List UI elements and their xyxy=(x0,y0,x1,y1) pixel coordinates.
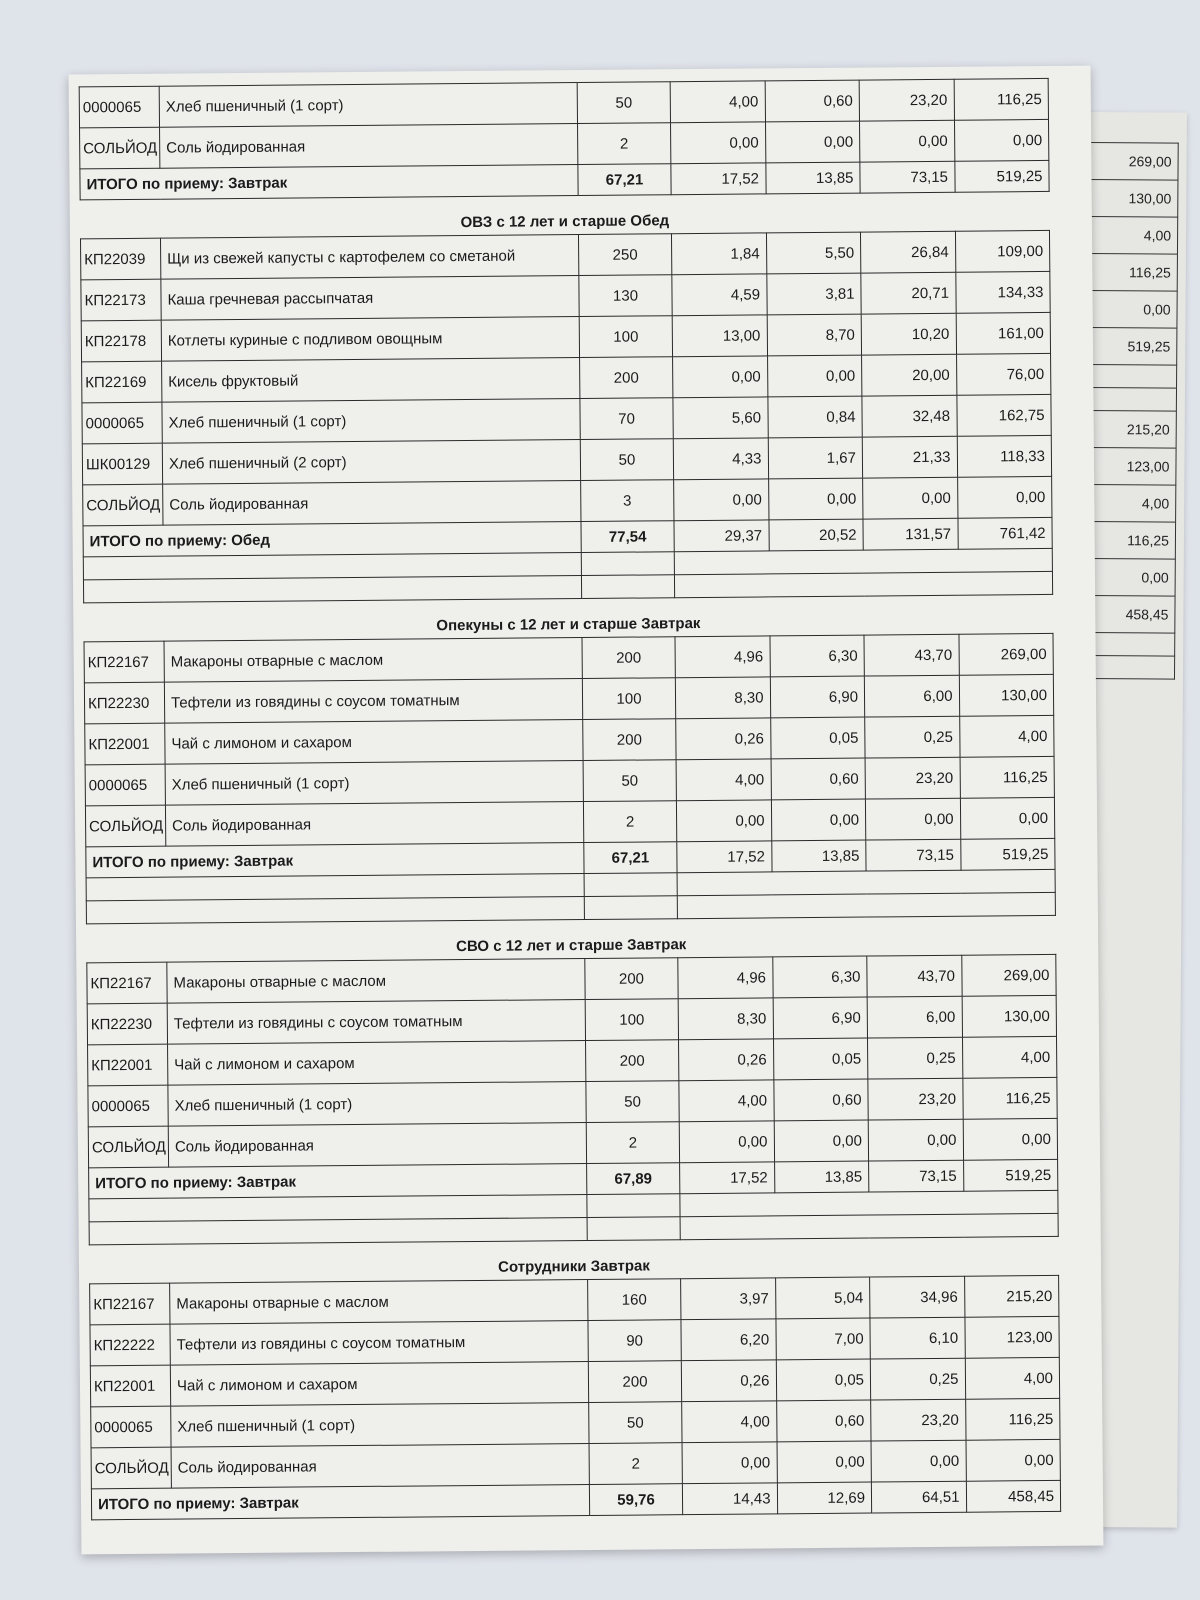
total-energy: 458,45 xyxy=(966,1480,1061,1512)
blank-cell xyxy=(680,1190,1058,1216)
dish-yield: 250 xyxy=(578,234,671,276)
dish-code: КП22173 xyxy=(81,279,161,321)
fat-value: 6,30 xyxy=(769,635,864,677)
total-label: ИТОГО по приему: Обед xyxy=(83,522,581,557)
dish-name: Хлеб пшеничный (2 сорт) xyxy=(162,440,580,485)
menu-paper-sheet xyxy=(69,66,1104,1555)
fat-value: 0,00 xyxy=(771,799,866,841)
back-sheet-cell xyxy=(1084,632,1175,656)
fat-value: 8,70 xyxy=(767,314,862,356)
protein-value: 3,97 xyxy=(681,1278,776,1320)
back-sheet-cell: 116,25 xyxy=(1086,253,1177,291)
protein-value: 6,20 xyxy=(681,1319,776,1361)
energy-value: 269,00 xyxy=(961,954,1056,996)
dish-yield: 200 xyxy=(586,1040,679,1082)
dish-code: 0000065 xyxy=(79,86,159,128)
total-protein: 17,52 xyxy=(671,163,766,195)
fat-value: 5,50 xyxy=(766,232,861,274)
total-label: ИТОГО по приему: Завтрак xyxy=(80,165,578,200)
total-carbs: 73,15 xyxy=(860,161,955,193)
fat-value: 5,04 xyxy=(775,1277,870,1319)
energy-value: 162,75 xyxy=(956,394,1051,436)
back-sheet-cell: 269,00 xyxy=(1087,142,1178,180)
dish-yield: 200 xyxy=(583,719,676,761)
carbs-value: 23,20 xyxy=(868,1078,963,1120)
carbs-value: 0,25 xyxy=(868,1037,963,1079)
dish-code: КП22167 xyxy=(84,641,164,683)
protein-value: 0,00 xyxy=(674,479,769,521)
energy-value: 134,33 xyxy=(955,271,1050,313)
fat-value: 0,05 xyxy=(770,717,865,759)
dish-code: КП22001 xyxy=(85,723,165,765)
energy-value: 215,20 xyxy=(964,1275,1059,1317)
carbs-value: 6,10 xyxy=(870,1317,965,1359)
fat-value: 0,60 xyxy=(771,758,866,800)
carbs-value: 43,70 xyxy=(864,634,959,676)
energy-value: 161,00 xyxy=(956,312,1051,354)
dish-code: СОЛЬЙОД xyxy=(85,805,165,847)
back-sheet-cell: 116,25 xyxy=(1084,521,1175,559)
protein-value: 4,00 xyxy=(670,81,765,123)
carbs-value: 0,25 xyxy=(865,716,960,758)
fat-value: 0,60 xyxy=(765,80,860,122)
energy-value: 118,33 xyxy=(957,435,1052,477)
fat-value: 3,81 xyxy=(766,273,861,315)
blank-cell xyxy=(674,548,1052,574)
carbs-value: 23,20 xyxy=(859,79,954,121)
dish-code: СОЛЬЙОД xyxy=(80,127,160,169)
dish-yield: 50 xyxy=(577,82,670,124)
fat-value: 7,00 xyxy=(775,1318,870,1360)
dish-name: Хлеб пшеничный (1 сорт) xyxy=(162,399,580,444)
dish-yield: 200 xyxy=(585,958,678,1000)
dish-yield: 50 xyxy=(583,760,676,802)
fat-value: 6,90 xyxy=(773,997,868,1039)
energy-value: 0,00 xyxy=(963,1118,1058,1160)
fat-value: 0,60 xyxy=(776,1400,871,1442)
protein-value: 4,00 xyxy=(676,759,771,801)
protein-value: 4,00 xyxy=(679,1080,774,1122)
protein-value: 4,96 xyxy=(678,957,773,999)
menu-table xyxy=(89,1275,1061,1520)
carbs-value: 20,00 xyxy=(862,354,957,396)
dish-name: Кисель фруктовый xyxy=(162,358,580,403)
dish-code: СОЛЬЙОД xyxy=(88,1126,168,1168)
back-sheet-cell xyxy=(1083,655,1174,679)
dish-yield: 2 xyxy=(586,1122,679,1164)
protein-value: 8,30 xyxy=(678,998,773,1040)
total-price: 67,21 xyxy=(584,842,677,874)
fat-value: 1,67 xyxy=(768,437,863,479)
back-sheet-cell: 0,00 xyxy=(1084,558,1175,596)
total-fat: 20,52 xyxy=(768,519,863,551)
fat-value: 0,00 xyxy=(768,478,863,520)
total-fat: 13,85 xyxy=(774,1161,869,1193)
menu-table xyxy=(84,633,1056,924)
menu-table xyxy=(79,78,1050,200)
carbs-value: 43,70 xyxy=(867,955,962,997)
carbs-value: 23,20 xyxy=(871,1399,966,1441)
back-sheet-cell: 458,45 xyxy=(1084,595,1175,633)
total-protein: 14,43 xyxy=(682,1483,777,1515)
dish-code: 0000065 xyxy=(85,764,165,806)
energy-value: 269,00 xyxy=(958,633,1053,675)
carbs-value: 21,33 xyxy=(862,436,957,478)
protein-value: 0,00 xyxy=(682,1442,777,1484)
dish-code: КП22039 xyxy=(80,238,160,280)
fat-value: 0,60 xyxy=(773,1079,868,1121)
dish-name: Хлеб пшеничный (1 сорт) xyxy=(165,761,583,806)
dish-yield: 200 xyxy=(580,357,673,399)
protein-value: 0,00 xyxy=(671,122,766,164)
blank-cell xyxy=(581,552,674,576)
dish-code: 0000065 xyxy=(82,402,162,444)
total-fat: 12,69 xyxy=(777,1482,872,1514)
dish-name: Чай с лимоном и сахаром xyxy=(165,720,583,765)
protein-value: 0,26 xyxy=(676,718,771,760)
dish-name: Соль йодированная xyxy=(165,802,583,847)
protein-value: 13,00 xyxy=(672,315,767,357)
blank-cell xyxy=(584,873,677,897)
menu-table xyxy=(80,230,1053,603)
fat-value: 0,05 xyxy=(773,1038,868,1080)
energy-value: 116,25 xyxy=(960,756,1055,798)
protein-value: 4,96 xyxy=(675,636,770,678)
total-carbs: 73,15 xyxy=(869,1160,964,1192)
energy-value: 123,00 xyxy=(964,1316,1059,1358)
dish-name: Тефтели из говядины с соусом томатным xyxy=(167,1000,585,1045)
total-energy: 761,42 xyxy=(957,517,1052,549)
protein-value: 0,00 xyxy=(673,356,768,398)
dish-name: Чай с лимоном и сахаром xyxy=(168,1041,586,1086)
fat-value: 6,90 xyxy=(770,676,865,718)
energy-value: 76,00 xyxy=(956,353,1051,395)
dish-yield: 90 xyxy=(588,1320,681,1362)
energy-value: 130,00 xyxy=(959,674,1054,716)
total-fat: 13,85 xyxy=(771,840,866,872)
protein-value: 0,26 xyxy=(681,1360,776,1402)
protein-value: 5,60 xyxy=(673,397,768,439)
carbs-value: 0,25 xyxy=(870,1358,965,1400)
dish-code: КП22169 xyxy=(82,361,162,403)
total-fat: 13,85 xyxy=(765,162,860,194)
fat-value: 0,84 xyxy=(767,396,862,438)
energy-value: 0,00 xyxy=(966,1439,1061,1481)
menu-section xyxy=(79,78,1050,200)
menu-document xyxy=(79,78,1062,1532)
menu-section xyxy=(89,1249,1061,1520)
protein-value: 8,30 xyxy=(675,677,770,719)
dish-name: Тефтели из говядины с соусом томатным xyxy=(164,679,582,724)
carbs-value: 26,84 xyxy=(860,231,955,273)
energy-value: 116,25 xyxy=(965,1398,1060,1440)
dish-yield: 70 xyxy=(580,398,673,440)
fat-value: 0,00 xyxy=(767,355,862,397)
dish-name: Хлеб пшеничный (1 сорт) xyxy=(159,83,577,128)
energy-value: 130,00 xyxy=(962,995,1057,1037)
carbs-value: 32,48 xyxy=(862,395,957,437)
blank-cell xyxy=(581,575,674,599)
total-energy: 519,25 xyxy=(954,160,1049,192)
dish-name: Чай с лимоном и сахаром xyxy=(170,1362,588,1407)
fat-value: 0,00 xyxy=(765,121,860,163)
carbs-value: 23,20 xyxy=(865,757,960,799)
dish-yield: 50 xyxy=(586,1081,679,1123)
dish-yield: 100 xyxy=(582,678,675,720)
carbs-value: 0,00 xyxy=(863,477,958,519)
dish-yield: 2 xyxy=(583,801,676,843)
back-sheet-cell: 215,20 xyxy=(1085,410,1176,448)
energy-value: 0,00 xyxy=(957,476,1052,518)
blank-cell xyxy=(584,896,677,920)
total-protein: 17,52 xyxy=(680,1162,775,1194)
back-sheet-cell: 4,00 xyxy=(1085,484,1176,522)
protein-value: 1,84 xyxy=(671,233,766,275)
menu-section xyxy=(80,204,1053,603)
dish-code: КП22178 xyxy=(81,320,161,362)
total-protein: 17,52 xyxy=(677,841,772,873)
blank-cell xyxy=(674,571,1052,597)
total-protein: 29,37 xyxy=(674,520,769,552)
protein-value: 0,26 xyxy=(679,1039,774,1081)
dish-code: СОЛЬЙОД xyxy=(91,1447,171,1489)
dish-name: Хлеб пшеничный (1 сорт) xyxy=(168,1082,586,1127)
energy-value: 0,00 xyxy=(960,797,1055,839)
fat-value: 6,30 xyxy=(772,956,867,998)
energy-value: 116,25 xyxy=(962,1077,1057,1119)
protein-value: 0,00 xyxy=(676,800,771,842)
dish-code: СОЛЬЙОД xyxy=(83,484,163,526)
carbs-value: 0,00 xyxy=(859,120,954,162)
fat-value: 0,05 xyxy=(776,1359,871,1401)
dish-code: КП22230 xyxy=(87,1003,167,1045)
menu-section xyxy=(86,928,1059,1245)
protein-value: 4,33 xyxy=(673,438,768,480)
carbs-value: 0,00 xyxy=(871,1440,966,1482)
total-energy: 519,25 xyxy=(963,1159,1058,1191)
carbs-value: 0,00 xyxy=(865,798,960,840)
total-label: ИТОГО по приему: Завтрак xyxy=(89,1164,587,1199)
blank-cell xyxy=(680,1213,1058,1239)
total-carbs: 131,57 xyxy=(863,518,958,550)
carbs-value: 34,96 xyxy=(870,1276,965,1318)
dish-code: 0000065 xyxy=(91,1406,171,1448)
dish-yield: 200 xyxy=(588,1361,681,1403)
energy-value: 116,25 xyxy=(954,78,1049,120)
blank-cell xyxy=(587,1217,680,1241)
dish-yield: 50 xyxy=(589,1402,682,1444)
energy-value: 109,00 xyxy=(955,230,1050,272)
back-sheet-column xyxy=(1083,142,1179,680)
carbs-value: 10,20 xyxy=(861,313,956,355)
energy-value: 4,00 xyxy=(959,715,1054,757)
section-title: СВО с 12 лет и старше Завтрак xyxy=(456,936,687,956)
dish-name: Макароны отварные с маслом xyxy=(167,959,585,1004)
back-sheet-cell xyxy=(1085,387,1176,411)
dish-code: КП22167 xyxy=(90,1283,170,1325)
blank-cell xyxy=(677,892,1055,918)
menu-table xyxy=(86,954,1058,1245)
carbs-value: 0,00 xyxy=(868,1119,963,1161)
section-title: Опекуны с 12 лет и старше Завтрак xyxy=(436,614,701,635)
dish-yield: 3 xyxy=(581,480,674,522)
menu-section xyxy=(83,607,1056,924)
dish-name: Хлеб пшеничный (1 сорт) xyxy=(171,1402,589,1447)
blank-cell xyxy=(587,1194,680,1218)
total-price: 67,89 xyxy=(587,1163,680,1195)
dish-yield: 160 xyxy=(588,1279,681,1321)
back-sheet-cell: 519,25 xyxy=(1086,327,1177,365)
back-sheet-cell: 4,00 xyxy=(1086,216,1177,254)
dish-name: Соль йодированная xyxy=(171,1443,589,1488)
dish-name: Соль йодированная xyxy=(168,1123,586,1168)
dish-code: КП22222 xyxy=(90,1324,170,1366)
blank-cell xyxy=(677,869,1055,895)
dish-name: Тефтели из говядины с соусом томатным xyxy=(170,1321,588,1366)
dish-name: Котлеты куриные с подливом овощным xyxy=(161,317,579,362)
dish-yield: 2 xyxy=(578,123,671,165)
dish-yield: 2 xyxy=(589,1443,682,1485)
dish-code: КП22001 xyxy=(88,1044,168,1086)
section-title: Сотрудники Завтрак xyxy=(498,1257,650,1276)
dish-code: КП22230 xyxy=(84,682,164,724)
dish-yield: 50 xyxy=(580,439,673,481)
dish-code: ШК00129 xyxy=(82,443,162,485)
dish-code: КП22167 xyxy=(87,962,167,1004)
back-sheet-cell xyxy=(1086,364,1177,388)
energy-value: 4,00 xyxy=(965,1357,1060,1399)
fat-value: 0,00 xyxy=(777,1441,872,1483)
dish-yield: 100 xyxy=(585,999,678,1041)
dish-name: Соль йодированная xyxy=(160,124,578,169)
total-carbs: 73,15 xyxy=(866,839,961,871)
total-label: ИТОГО по приему: Завтрак xyxy=(86,843,584,878)
total-label: ИТОГО по приему: Завтрак xyxy=(91,1484,589,1519)
carbs-value: 20,71 xyxy=(861,272,956,314)
section-title: ОВЗ с 12 лет и старше Обед xyxy=(460,212,670,232)
total-price: 59,76 xyxy=(589,1484,682,1516)
carbs-value: 6,00 xyxy=(867,996,962,1038)
energy-value: 4,00 xyxy=(962,1036,1057,1078)
fat-value: 0,00 xyxy=(774,1120,869,1162)
protein-value: 0,00 xyxy=(679,1121,774,1163)
total-price: 67,21 xyxy=(578,164,671,196)
back-sheet-cell: 130,00 xyxy=(1087,179,1178,217)
dish-yield: 200 xyxy=(582,637,675,679)
dish-code: 0000065 xyxy=(88,1085,168,1127)
total-carbs: 64,51 xyxy=(871,1481,966,1513)
back-sheet-cell: 123,00 xyxy=(1085,447,1176,485)
dish-yield: 100 xyxy=(579,316,672,358)
total-energy: 519,25 xyxy=(960,838,1055,870)
back-sheet-cell: 0,00 xyxy=(1086,290,1177,328)
dish-name: Макароны отварные с маслом xyxy=(164,638,582,683)
dish-name: Каша гречневая рассыпчатая xyxy=(161,276,579,321)
protein-value: 4,59 xyxy=(672,274,767,316)
dish-code: КП22001 xyxy=(90,1365,170,1407)
protein-value: 4,00 xyxy=(682,1401,777,1443)
dish-name: Щи из свежей капусты с картофелем со сметаной xyxy=(160,235,578,280)
carbs-value: 6,00 xyxy=(864,675,959,717)
energy-value: 0,00 xyxy=(954,119,1049,161)
dish-name: Макароны отварные с маслом xyxy=(170,1280,588,1325)
total-price: 77,54 xyxy=(581,521,674,553)
dish-yield: 130 xyxy=(579,275,672,317)
dish-name: Соль йодированная xyxy=(163,481,581,526)
